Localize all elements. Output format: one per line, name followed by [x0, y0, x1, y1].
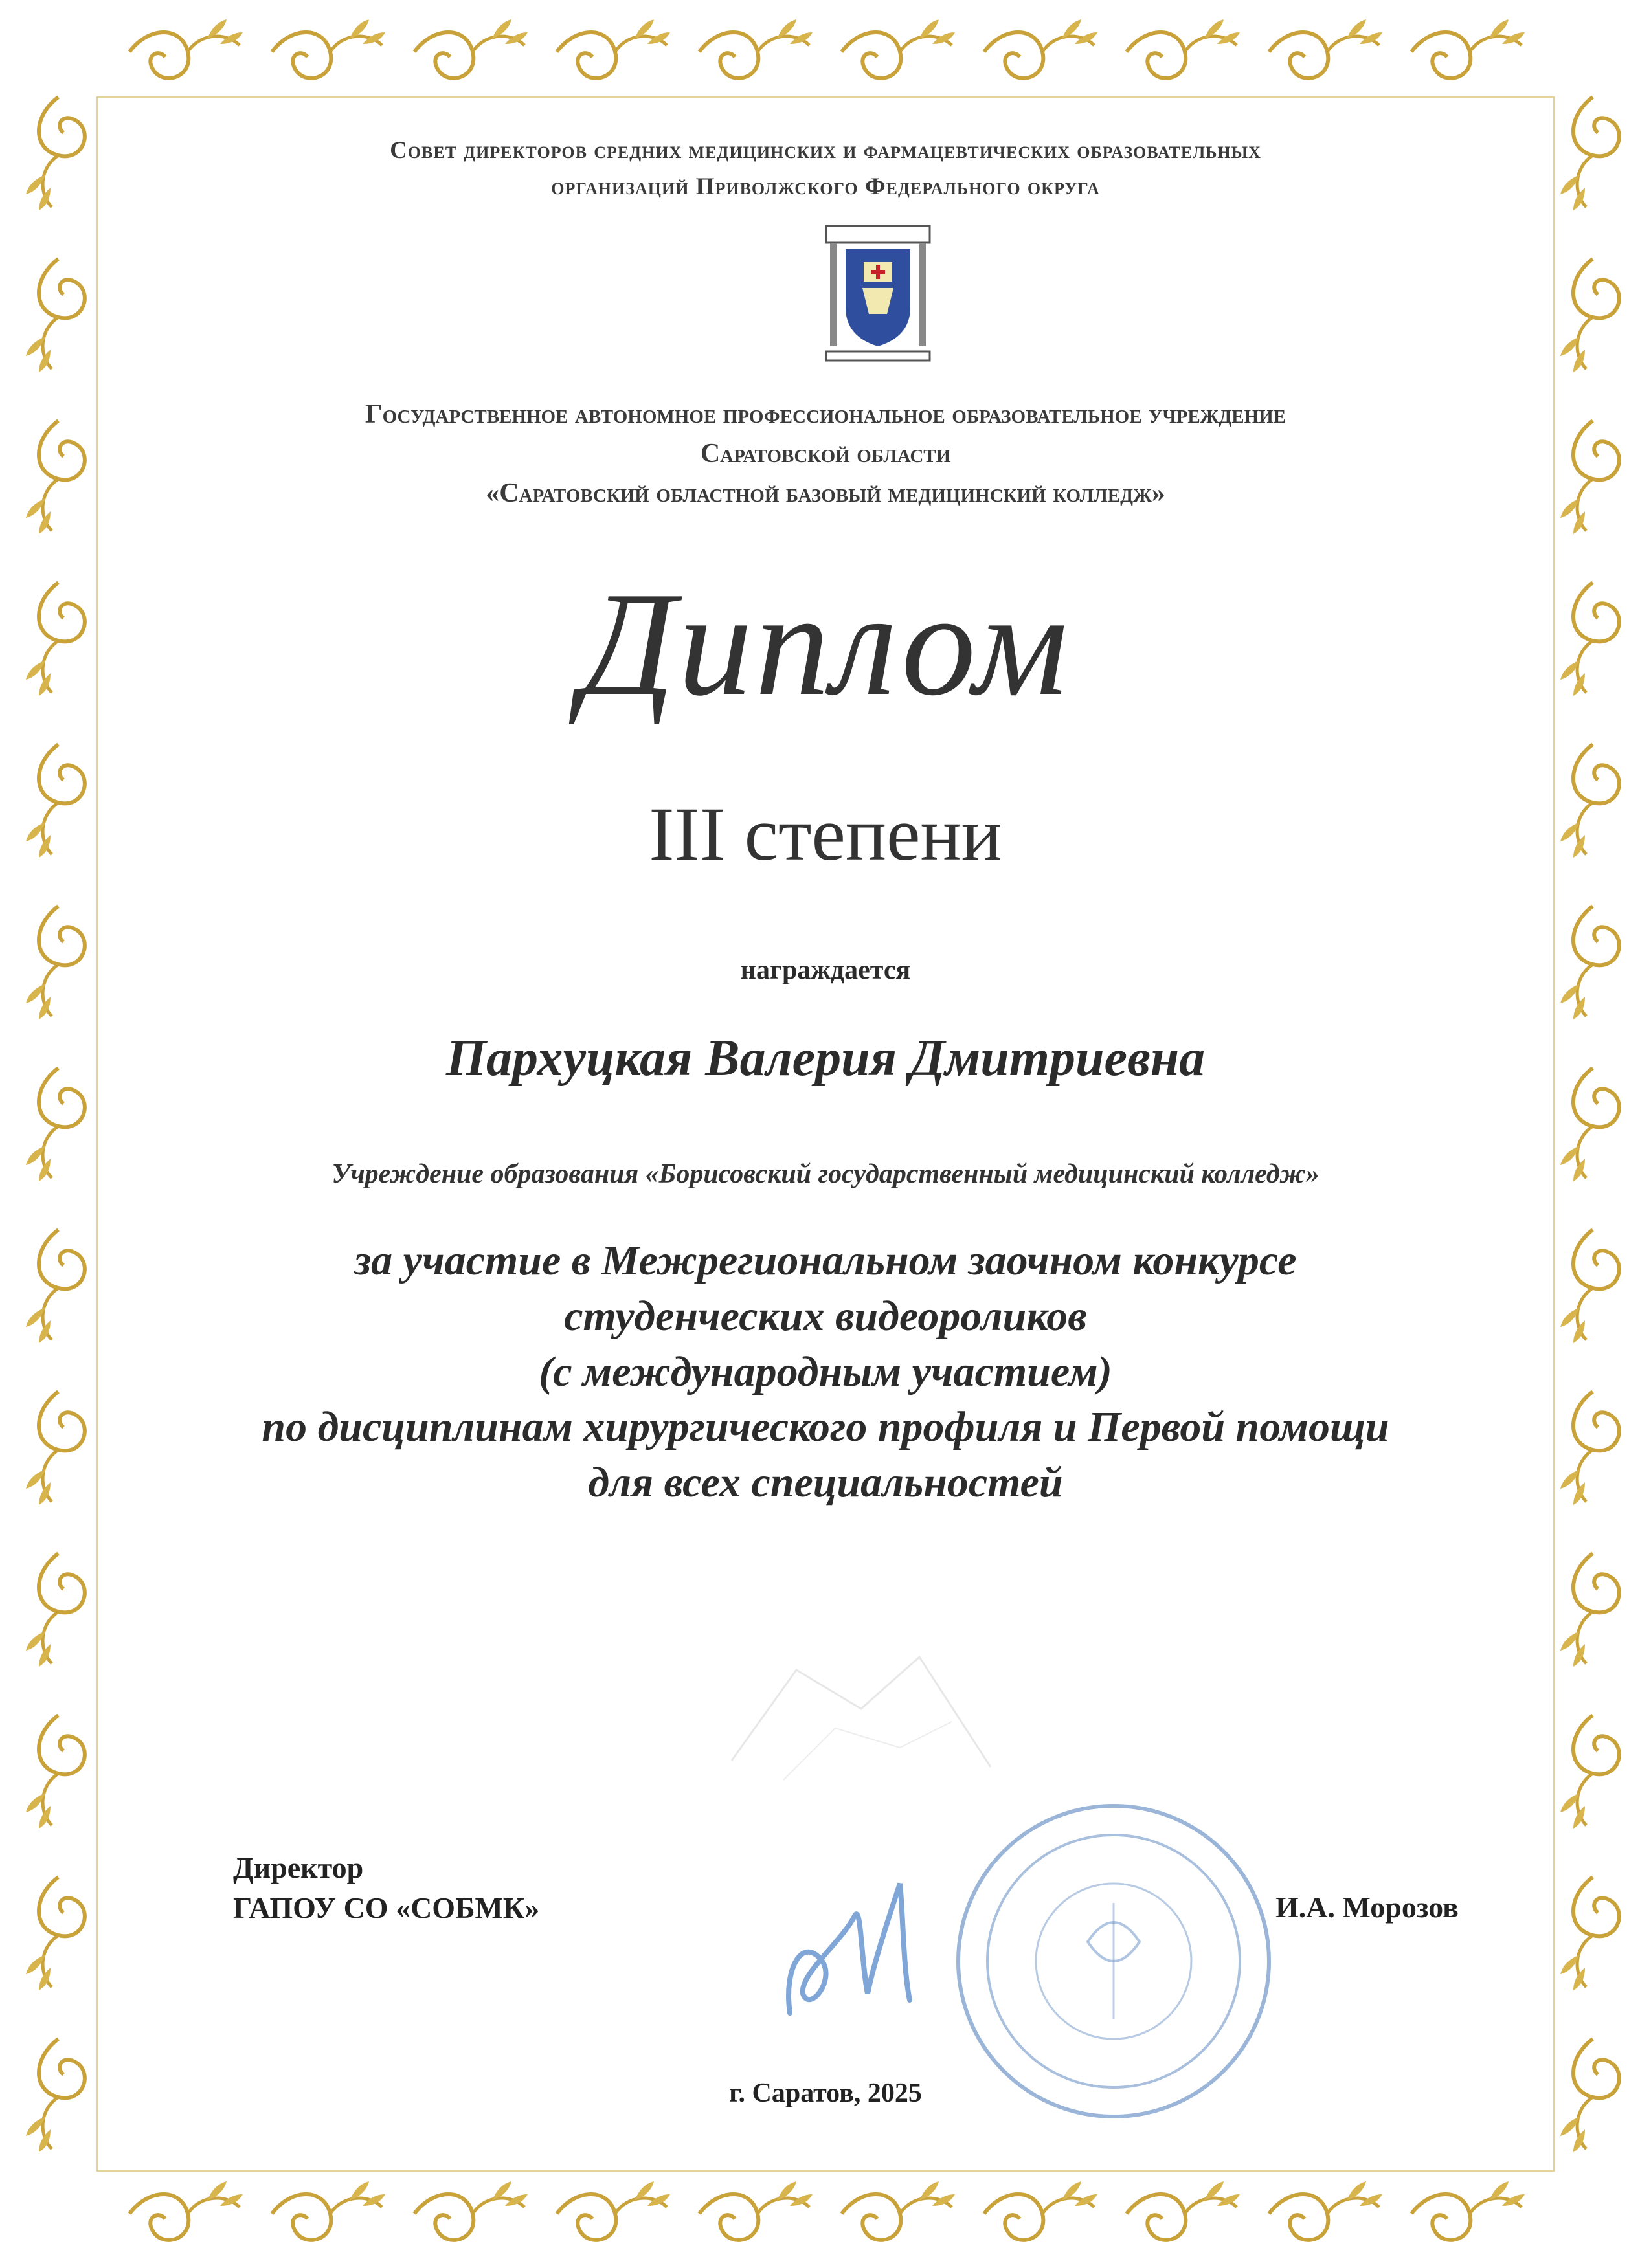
college-emblem-logo [824, 223, 932, 366]
signatory-organization: ГАПОУ СО «СОБМК» [233, 1891, 540, 1925]
institution-header [0, 395, 1651, 513]
recipient-name: Пархуцкая Валерия Дмитриевна [445, 1030, 1206, 1087]
council-line-1: Совет директоров средних медицинских и фармацевтических образовательных [390, 137, 1261, 164]
reason-line: по дисциплинам хирургического профиля и Первой помощи [262, 1403, 1389, 1451]
reason-line: за участие в Межрегиональном заочном конкурсе [354, 1237, 1297, 1284]
institution-line-1: Государственное автономное профессиональное образовательное учреждение [365, 399, 1286, 429]
council-header [0, 133, 1651, 205]
city-and-year: г. Саратов, 2025 [729, 2078, 922, 2108]
recipient-school: Учреждение образования «Борисовский государственный медицинский колледж» [331, 1159, 1320, 1189]
top-border-ornament [129, 19, 1525, 78]
signatory-name: И.А. Морозов [1275, 1891, 1459, 1924]
institution-line-3: «Саратовский областной базовый медицинский колледж» [486, 478, 1165, 508]
diploma-degree: III степени [649, 792, 1002, 876]
reason-line: для всех специальностей [588, 1459, 1063, 1507]
signatory-title: Директор [233, 1851, 364, 1884]
signatory-position [233, 1848, 539, 1928]
handwritten-signature [764, 1864, 971, 2032]
awarded-label: награждается [740, 955, 911, 985]
institution-line-2: Саратовской области [700, 438, 951, 469]
council-line-2: организаций Приволжского Федерального округа [551, 173, 1100, 200]
award-reason [0, 1233, 1651, 1511]
reason-line: студенческих видеороликов [564, 1292, 1087, 1340]
diploma-title: Диплом [580, 561, 1071, 726]
reason-line: (с международным участием) [539, 1348, 1112, 1395]
bottom-border-ornament [129, 2181, 1525, 2240]
faint-watermark-sketch [706, 1631, 1016, 1799]
